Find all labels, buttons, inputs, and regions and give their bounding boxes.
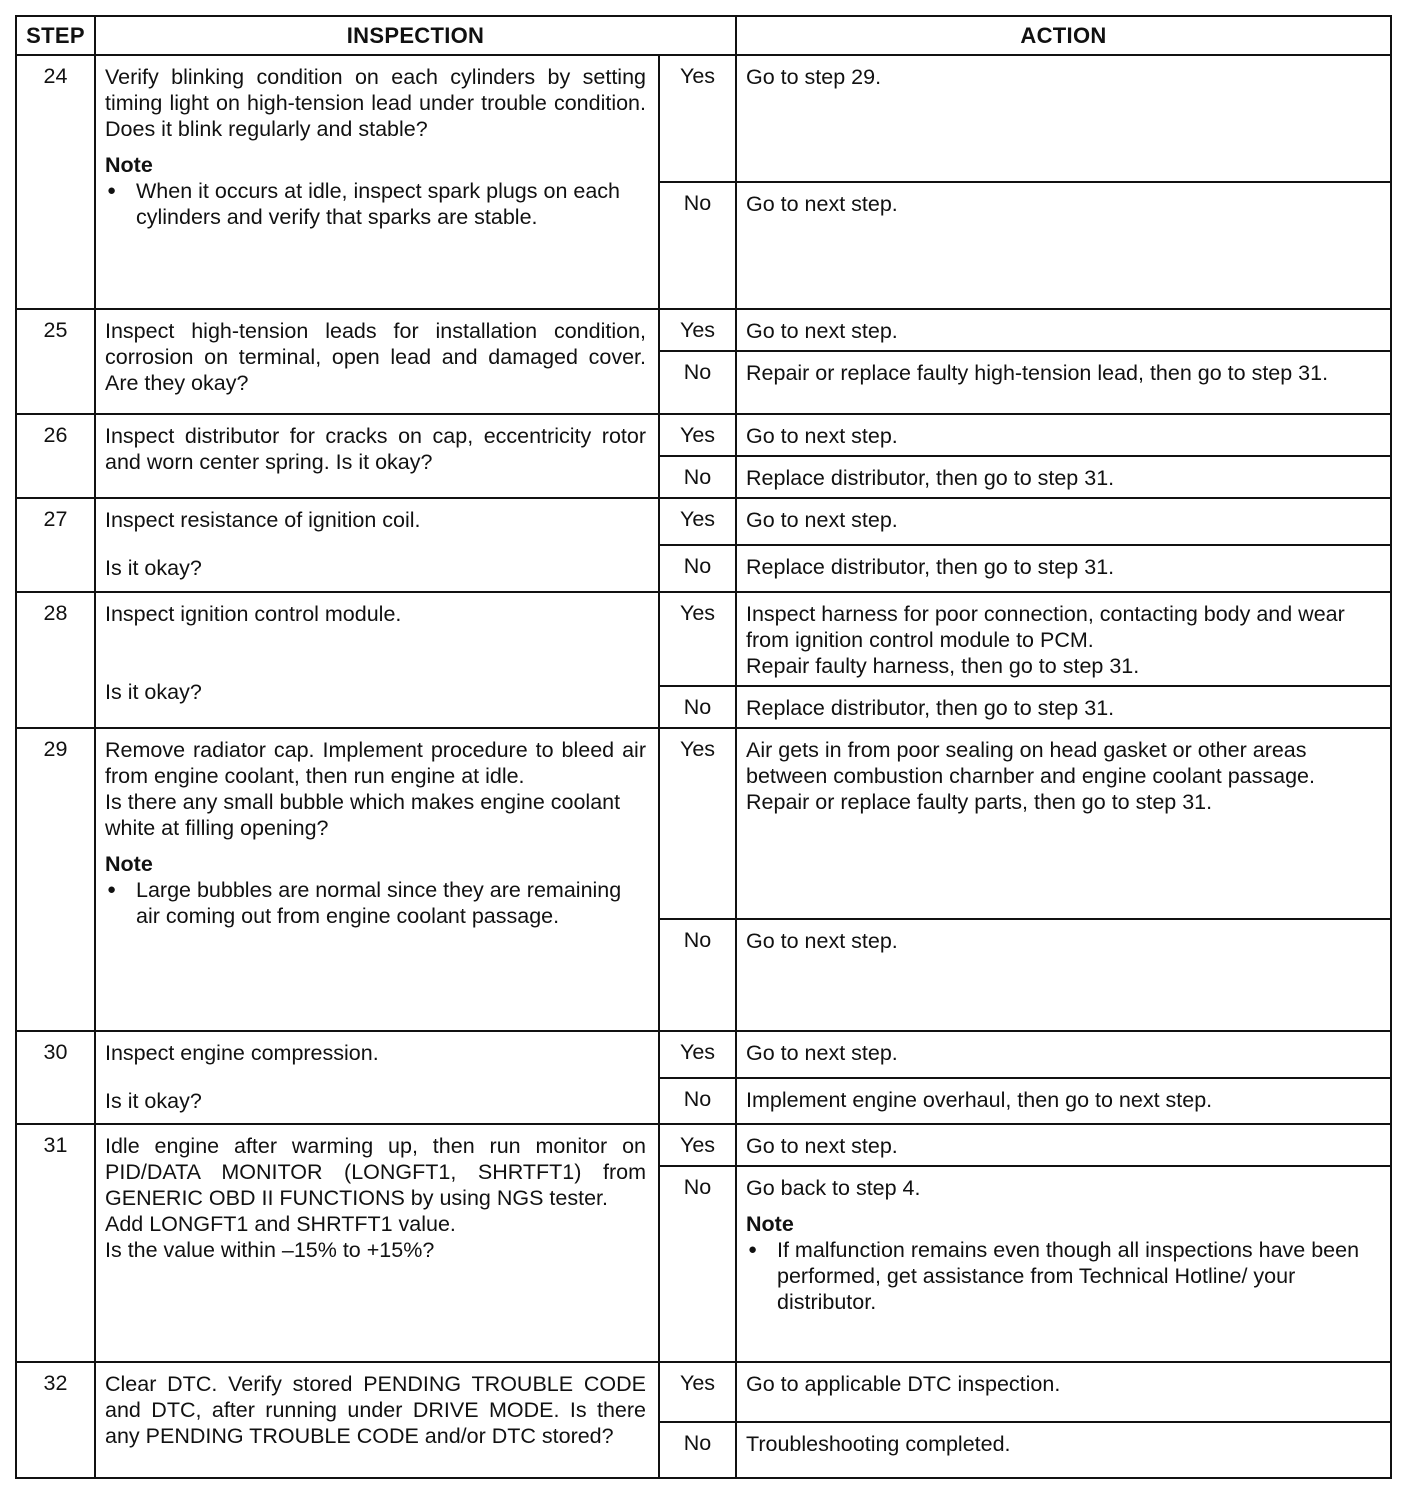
no-label: No [659, 919, 736, 1031]
inspection-cell [95, 592, 659, 728]
inspection-question: Is it okay? [105, 1089, 202, 1113]
table-row [16, 1124, 1391, 1166]
step-number: 24 [16, 55, 95, 309]
note-item: ● When it occurs at idle, inspect spark plugs on each cylinders and verify that sparks are stable. [105, 178, 646, 230]
inspection-cell [95, 728, 659, 1031]
no-label: No [659, 182, 736, 309]
inspection-text: Inspect distributor for cracks on cap, eccentricity rotor and worn center spring. Is it okay? [95, 414, 659, 498]
inspection-text-2: Add LONGFT1 and SHRTFT1 value. [105, 1212, 456, 1236]
note-heading: Note [746, 1212, 794, 1236]
table-row [16, 414, 1391, 456]
no-action: Go to next step. [736, 182, 1391, 309]
step-number: 27 [16, 498, 95, 592]
inspection-text: Idle engine after warming up, then run monitor on PID/DATA MONITOR (LONGFT1, SHRTFT1) from GENERIC OBD II FUNCTIONS by using NGS tester. [105, 1134, 646, 1210]
inspection-text: Inspect resistance of ignition coil. [105, 508, 421, 532]
step-number: 28 [16, 592, 95, 728]
header-inspection: INSPECTION [95, 16, 736, 55]
note-item: ● If malfunction remains even though all inspections have been performed, get assistance from Technical Hotline/ your distributor. [746, 1237, 1378, 1315]
inspection-text: Inspect engine compression. [105, 1041, 379, 1065]
table-row [16, 498, 1391, 545]
table-row [16, 55, 1391, 182]
inspection-text: Remove radiator cap. Implement procedure to bleed air from engine coolant, then run engine at idle. [105, 738, 646, 788]
table-row [16, 1031, 1391, 1078]
note-list [105, 178, 646, 230]
note-heading: Note [105, 852, 153, 876]
inspection-text-2: Is there any small bubble which makes engine coolant white at filling opening? [105, 790, 621, 840]
yes-action-2: Repair or replace faulty parts, then go to step 31. [746, 790, 1213, 814]
yes-action: Inspect harness for poor connection, contacting body and wear from ignition control module to PCM. [746, 602, 1345, 652]
header-step: STEP [16, 16, 95, 55]
inspection-text: Inspect ignition control module. [105, 602, 402, 626]
troubleshooting-table [15, 15, 1392, 1479]
no-action: Go to next step. [736, 919, 1391, 1031]
no-label: No [659, 1166, 736, 1362]
inspection-cell [95, 498, 659, 592]
no-action-cell [736, 1166, 1391, 1362]
table-row [16, 1362, 1391, 1422]
note-heading: Note [105, 153, 153, 177]
note-list [746, 1237, 1378, 1315]
yes-label: Yes [659, 592, 736, 686]
step-number: 26 [16, 414, 95, 498]
yes-label: Yes [659, 728, 736, 919]
inspection-question: Is it okay? [105, 556, 202, 580]
no-label: No [659, 686, 736, 728]
no-action: Troubleshooting completed. [736, 1422, 1391, 1478]
no-action: Go back to step 4. [746, 1176, 921, 1200]
no-action: Replace distributor, then go to step 31. [736, 686, 1391, 728]
yes-action: Go to next step. [736, 1031, 1391, 1078]
table-row [16, 592, 1391, 686]
header-row [16, 16, 1391, 55]
no-action: Replace distributor, then go to step 31. [736, 545, 1391, 592]
yes-action: Go to next step. [736, 414, 1391, 456]
yes-label: Yes [659, 1124, 736, 1166]
no-action: Replace distributor, then go to step 31. [736, 456, 1391, 498]
yes-action: Go to next step. [736, 309, 1391, 351]
inspection-cell [95, 55, 659, 309]
note-list [105, 877, 646, 929]
yes-label: Yes [659, 498, 736, 545]
table-row [16, 309, 1391, 351]
yes-action: Go to next step. [736, 1124, 1391, 1166]
header-action: ACTION [736, 16, 1391, 55]
step-number: 31 [16, 1124, 95, 1362]
no-label: No [659, 1078, 736, 1124]
step-number: 32 [16, 1362, 95, 1478]
yes-action: Go to step 29. [736, 55, 1391, 182]
no-action: Implement engine overhaul, then go to next step. [736, 1078, 1391, 1124]
inspection-question: Is it okay? [105, 680, 202, 704]
table-row [16, 728, 1391, 919]
step-number: 29 [16, 728, 95, 1031]
no-label: No [659, 456, 736, 498]
inspection-text-3: Is the value within –15% to +15%? [105, 1238, 435, 1262]
yes-action-cell [736, 592, 1391, 686]
no-label: No [659, 545, 736, 592]
inspection-cell [95, 1031, 659, 1124]
inspection-text: Inspect high-tension leads for installation condition, corrosion on terminal, open lead and damaged cover. Are they okay? [95, 309, 659, 414]
no-action: Repair or replace faulty high-tension lead, then go to step 31. [736, 351, 1391, 414]
step-number: 25 [16, 309, 95, 414]
inspection-cell [95, 1124, 659, 1362]
yes-label: Yes [659, 414, 736, 456]
yes-action: Go to next step. [736, 498, 1391, 545]
note-item: ● Large bubbles are normal since they are remaining air coming out from engine coolant passage. [105, 877, 646, 929]
yes-action: Air gets in from poor sealing on head gasket or other areas between combustion charnber and engine coolant passage. [746, 738, 1315, 788]
no-label: No [659, 351, 736, 414]
yes-label: Yes [659, 55, 736, 182]
yes-label: Yes [659, 309, 736, 351]
yes-action: Go to applicable DTC inspection. [736, 1362, 1391, 1422]
inspection-text: Verify blinking condition on each cylinders by setting timing light on high-tension lead under trouble condition. Does it blink regularly and stable? [105, 65, 646, 141]
yes-action-2: Repair faulty harness, then go to step 31. [746, 654, 1140, 678]
yes-label: Yes [659, 1362, 736, 1422]
yes-action-cell [736, 728, 1391, 919]
yes-label: Yes [659, 1031, 736, 1078]
no-label: No [659, 1422, 736, 1478]
step-number: 30 [16, 1031, 95, 1124]
inspection-text: Clear DTC. Verify stored PENDING TROUBLE CODE and DTC, after running under DRIVE MODE. Is there any PENDING TROUBLE CODE and/or DTC stored? [95, 1362, 659, 1478]
